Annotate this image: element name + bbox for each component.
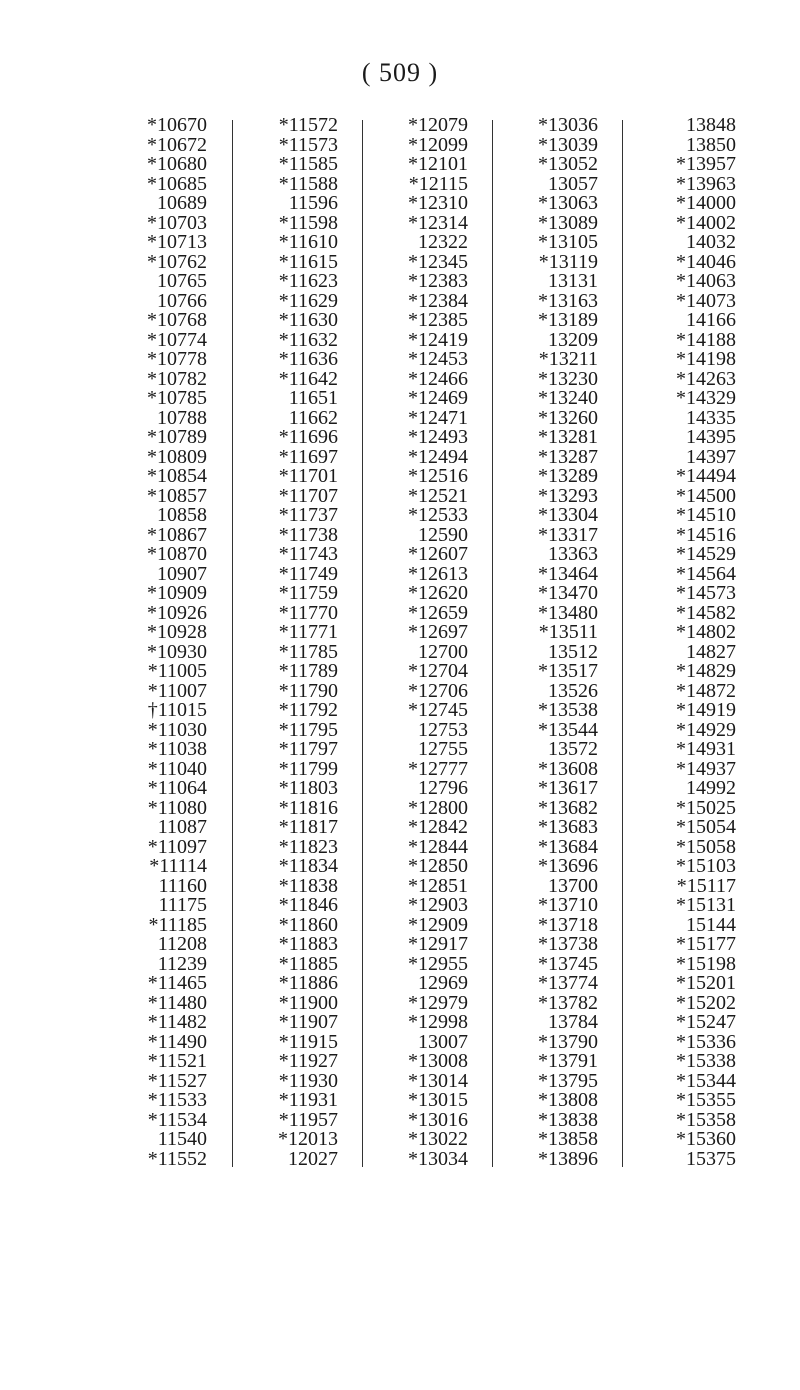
- list-item: *10867: [147, 523, 207, 546]
- list-item: *15103: [676, 855, 736, 877]
- list-item: *12745: [408, 699, 468, 721]
- list-item: *11737: [278, 504, 338, 526]
- list-item: *10762: [147, 250, 207, 273]
- list-item: *10703: [147, 211, 207, 234]
- list-item: *11585: [278, 153, 338, 175]
- list-item: *14329: [676, 387, 736, 409]
- list-item: *10930: [147, 640, 207, 663]
- list-item: 10766: [157, 289, 207, 312]
- list-item: *10785: [147, 387, 207, 409]
- list-item: *11007: [147, 679, 207, 702]
- list-item: *11572: [278, 114, 338, 136]
- list-item: *11771: [278, 621, 338, 643]
- list-item: *13287: [538, 445, 598, 468]
- list-item: *11005: [147, 660, 207, 682]
- list-item: *11552: [147, 1147, 207, 1170]
- list-item: *13617: [538, 777, 598, 799]
- list-item: *12521: [408, 484, 468, 507]
- list-item: 13848: [686, 114, 736, 136]
- list-item: 11540: [157, 1128, 207, 1150]
- list-item: *13608: [538, 757, 598, 780]
- list-item: *13230: [538, 367, 598, 390]
- list-item: *13119: [538, 250, 598, 273]
- list-item: *14188: [676, 328, 736, 351]
- list-item: *14564: [676, 562, 736, 585]
- list-item: *13293: [538, 484, 598, 507]
- list-item: *11927: [278, 1050, 338, 1072]
- list-item: *11792: [278, 699, 338, 721]
- list-item: *12384: [408, 289, 468, 312]
- list-item: *13211: [538, 348, 598, 370]
- list-item: *11900: [278, 991, 338, 1014]
- list-item: *13896: [538, 1147, 598, 1170]
- list-item: *11064: [147, 777, 207, 799]
- list-item: *14529: [676, 543, 736, 565]
- list-item: *11823: [278, 835, 338, 858]
- list-item: *15201: [676, 972, 736, 994]
- list-item: *13682: [538, 796, 598, 819]
- list-item: *11482: [147, 1011, 207, 1033]
- list-item: 13363: [548, 543, 598, 565]
- list-item: *11785: [278, 640, 338, 663]
- list-item: *11915: [278, 1030, 338, 1053]
- list-item: *11185: [148, 913, 207, 936]
- list-item: 14166: [686, 309, 736, 331]
- list-item: *13684: [538, 835, 598, 858]
- list-item: *14516: [676, 523, 736, 546]
- list-item: *11630: [278, 309, 338, 331]
- list-item: *13015: [408, 1089, 468, 1111]
- number-column-1: [112, 116, 232, 1169]
- list-item: *11799: [278, 757, 338, 780]
- page-number: ( 509 ): [361, 58, 439, 87]
- list-item: *15358: [676, 1108, 736, 1131]
- list-item: 13572: [548, 738, 598, 760]
- list-item: *14500: [676, 484, 736, 507]
- list-item: *10774: [147, 328, 207, 351]
- list-item: *11465: [147, 972, 207, 994]
- list-item: *15247: [676, 1011, 736, 1033]
- list-item: *12659: [408, 601, 468, 624]
- list-item: 12027: [288, 1147, 338, 1170]
- list-item: *12310: [408, 192, 468, 214]
- list-item: 12700: [418, 640, 468, 663]
- list-item: *15117: [676, 874, 736, 897]
- list-item: *15054: [676, 816, 736, 838]
- list-item: *14073: [676, 289, 736, 312]
- list-item: *14802: [676, 621, 736, 643]
- list-item: *10685: [147, 172, 207, 195]
- list-item: *13782: [538, 991, 598, 1014]
- list-item: *10809: [147, 445, 207, 468]
- list-item: *14937: [676, 757, 736, 780]
- list-item: *13016: [408, 1108, 468, 1131]
- list-item: *12851: [408, 874, 468, 897]
- list-item: *13774: [538, 972, 598, 994]
- list-item: *10854: [147, 465, 207, 487]
- list-item: *14494: [676, 465, 736, 487]
- list-item: *12844: [408, 835, 468, 858]
- list-item: *15355: [676, 1089, 736, 1111]
- list-item: *11696: [278, 426, 338, 448]
- list-item: *13957: [676, 153, 736, 175]
- list-item: *12079: [408, 114, 468, 136]
- list-item: 14395: [686, 426, 736, 448]
- list-item: 13526: [548, 679, 598, 702]
- list-item: 12753: [418, 718, 468, 741]
- list-item: 12969: [418, 972, 468, 994]
- list-item: *13480: [538, 601, 598, 624]
- list-item: *12469: [408, 387, 468, 409]
- list-item: *11040: [147, 757, 207, 780]
- list-item: *14919: [676, 699, 736, 721]
- list-item: *12607: [408, 543, 468, 565]
- list-item: *11707: [278, 484, 338, 507]
- list-item: *11957: [278, 1108, 338, 1131]
- list-item: *10857: [147, 484, 207, 507]
- list-item: *13683: [538, 816, 598, 838]
- list-item: 12796: [418, 777, 468, 799]
- list-item: 15144: [686, 913, 736, 936]
- list-item: *12842: [408, 816, 468, 838]
- list-item: *10926: [147, 601, 207, 624]
- list-item: *12998: [408, 1011, 468, 1033]
- list-item: *14263: [676, 367, 736, 390]
- list-item: *12697: [408, 621, 468, 643]
- list-item: *10680: [147, 153, 207, 175]
- list-item: *12516: [408, 465, 468, 487]
- list-item: *13034: [408, 1147, 468, 1170]
- list-item: 13784: [548, 1011, 598, 1033]
- list-item: *15360: [676, 1128, 736, 1150]
- list-item: *11738: [278, 523, 338, 546]
- list-item: *12385: [408, 309, 468, 331]
- list-item: *11610: [278, 231, 338, 253]
- list-item: *12345: [408, 250, 468, 273]
- list-item: *11795: [278, 718, 338, 741]
- list-item: *11533: [147, 1089, 207, 1111]
- list-item: 15375: [686, 1147, 736, 1170]
- list-item: *10909: [147, 582, 207, 604]
- list-item: *11080: [147, 796, 207, 819]
- list-item: *15198: [676, 952, 736, 975]
- list-item: *13696: [538, 855, 598, 877]
- list-item: *13470: [538, 582, 598, 604]
- list-item: *11030: [147, 718, 207, 741]
- list-item: *13718: [538, 913, 598, 936]
- list-item: *11521: [147, 1050, 207, 1072]
- list-item: *12115: [408, 172, 468, 195]
- list-item: *12917: [408, 933, 468, 955]
- list-item: *12471: [408, 406, 468, 429]
- list-item: *14046: [676, 250, 736, 273]
- list-item: *12800: [408, 796, 468, 819]
- list-item: 11208: [157, 933, 207, 955]
- list-item: 11662: [288, 406, 338, 429]
- list-item: *12533: [408, 504, 468, 526]
- list-item: *11097: [147, 835, 207, 858]
- list-item: *13089: [538, 211, 598, 234]
- list-item: *13163: [538, 289, 598, 312]
- list-item: *12494: [408, 445, 468, 468]
- list-item: *14931: [676, 738, 736, 760]
- list-item: 12322: [418, 231, 468, 253]
- list-item: *13281: [538, 426, 598, 448]
- list-item: *11642: [278, 367, 338, 390]
- list-item: *13036: [538, 114, 598, 136]
- list-item: *11930: [278, 1069, 338, 1092]
- list-item: *11701: [278, 465, 338, 487]
- list-item: *12909: [408, 913, 468, 936]
- list-item: *11834: [278, 855, 338, 877]
- list-item: *13838: [538, 1108, 598, 1131]
- list-item: *13710: [538, 894, 598, 916]
- list-item: 13209: [548, 328, 598, 351]
- list-item: *11817: [278, 816, 338, 838]
- number-column-4: [492, 116, 622, 1169]
- list-item: *10670: [147, 114, 207, 136]
- list-item: *12101: [408, 153, 468, 175]
- list-item: *10789: [147, 426, 207, 448]
- list-item: *15202: [676, 991, 736, 1014]
- list-item: 14335: [686, 406, 736, 429]
- list-item: *11885: [278, 952, 338, 975]
- list-item: *11038: [147, 738, 207, 760]
- list-item: *10713: [147, 231, 207, 253]
- list-item: *11816: [278, 796, 338, 819]
- list-item: *14063: [676, 270, 736, 292]
- list-item: *13538: [538, 699, 598, 721]
- list-item: *10768: [147, 309, 207, 331]
- list-item: *12099: [408, 133, 468, 156]
- list-item: *14198: [676, 348, 736, 370]
- list-item: *13039: [538, 133, 598, 156]
- list-item: 14032: [686, 231, 736, 253]
- list-item: 13700: [548, 874, 598, 897]
- list-item: *11629: [278, 289, 338, 312]
- list-item: *15344: [676, 1069, 736, 1092]
- list-item: 11160: [158, 874, 207, 897]
- list-item: *14510: [676, 504, 736, 526]
- list-item: *11883: [278, 933, 338, 955]
- list-item: *13317: [538, 523, 598, 546]
- list-item: *13464: [538, 562, 598, 585]
- number-column-5: [622, 116, 752, 1169]
- list-item: 11239: [157, 952, 207, 975]
- number-columns: [112, 116, 752, 1169]
- list-item: *11480: [147, 991, 207, 1014]
- list-item: 14827: [686, 640, 736, 663]
- list-item: *10672: [147, 133, 207, 156]
- list-item: *13304: [538, 504, 598, 526]
- list-item: 12590: [418, 523, 468, 546]
- list-item: *13795: [538, 1069, 598, 1092]
- list-item: *11790: [278, 679, 338, 702]
- list-item: *13289: [538, 465, 598, 487]
- number-column-3: [362, 116, 492, 1169]
- list-item: *13963: [676, 172, 736, 195]
- list-item: *12314: [408, 211, 468, 234]
- list-item: 13131: [548, 270, 598, 292]
- number-column-2: [232, 116, 362, 1169]
- list-item: *12620: [408, 582, 468, 604]
- list-item: 11596: [288, 192, 338, 214]
- list-item: *11527: [147, 1069, 207, 1092]
- list-item: *14829: [676, 660, 736, 682]
- list-item: 12755: [418, 738, 468, 760]
- list-item: *12493: [408, 426, 468, 448]
- list-item: *12453: [408, 348, 468, 370]
- list-item: *13063: [538, 192, 598, 214]
- list-item: *12903: [408, 894, 468, 916]
- list-item: *11770: [278, 601, 338, 624]
- list-item: *11697: [278, 445, 338, 468]
- list-item: *13745: [538, 952, 598, 975]
- list-item: *14929: [676, 718, 736, 741]
- list-item: *11907: [278, 1011, 338, 1033]
- list-item: 14992: [686, 777, 736, 799]
- list-item: 10689: [157, 192, 207, 214]
- list-item: *14573: [676, 582, 736, 604]
- list-item: *13738: [538, 933, 598, 955]
- list-item: *11114: [149, 855, 207, 877]
- list-item: 10907: [157, 562, 207, 585]
- list-item: *12706: [408, 679, 468, 702]
- list-item: *12955: [408, 952, 468, 975]
- list-item: *11623: [278, 270, 338, 292]
- list-item: 10858: [157, 504, 207, 526]
- list-item: *11490: [147, 1030, 207, 1053]
- list-item: *11860: [278, 913, 338, 936]
- list-item: *11632: [278, 328, 338, 351]
- list-item: 10788: [157, 406, 207, 429]
- list-item: 13007: [418, 1030, 468, 1053]
- list-item: *11749: [278, 562, 338, 585]
- list-item: *11759: [278, 582, 338, 604]
- list-item: *11588: [278, 172, 338, 195]
- list-item: *13105: [538, 231, 598, 253]
- list-item: 14397: [686, 445, 736, 468]
- list-item: 11087: [157, 816, 207, 838]
- list-item: *13517: [538, 660, 598, 682]
- list-item: *13052: [538, 153, 598, 175]
- list-item: *14000: [676, 192, 736, 214]
- list-item: *13189: [538, 309, 598, 331]
- list-item: *15177: [676, 933, 736, 955]
- list-item: *13014: [408, 1069, 468, 1092]
- list-item: *14002: [676, 211, 736, 234]
- list-item: 13057: [548, 172, 598, 195]
- list-item: *12777: [408, 757, 468, 780]
- list-item: *13240: [538, 387, 598, 409]
- list-item: *15131: [676, 894, 736, 916]
- list-item: *13790: [538, 1030, 598, 1053]
- list-item: *13544: [538, 718, 598, 741]
- list-item: *12383: [408, 270, 468, 292]
- list-item: *12466: [408, 367, 468, 390]
- list-item: *13008: [408, 1050, 468, 1072]
- list-item: *11797: [278, 738, 338, 760]
- list-item: *11931: [278, 1089, 338, 1111]
- list-item: *10928: [147, 621, 207, 643]
- list-item: *13791: [538, 1050, 598, 1072]
- list-item: *11803: [278, 777, 338, 799]
- list-item: *11636: [278, 348, 338, 370]
- list-item: *13022: [408, 1128, 468, 1150]
- list-item: *10778: [147, 348, 207, 370]
- list-item: *14582: [676, 601, 736, 624]
- list-item: *12704: [408, 660, 468, 682]
- list-item: *15336: [676, 1030, 736, 1053]
- list-item: *15338: [676, 1050, 736, 1072]
- list-item: *12013: [278, 1128, 338, 1150]
- list-item: *11743: [278, 543, 338, 565]
- list-item: *12979: [408, 991, 468, 1014]
- list-item: *11598: [278, 211, 338, 234]
- list-item: *11789: [278, 660, 338, 682]
- list-item: 11651: [288, 387, 338, 409]
- list-item: †11015: [147, 699, 207, 721]
- list-item: *14872: [676, 679, 736, 702]
- list-item: *13808: [538, 1089, 598, 1111]
- list-item: *15058: [676, 835, 736, 858]
- list-item: 13850: [686, 133, 736, 156]
- list-item: *10782: [147, 367, 207, 390]
- list-item: *11615: [278, 250, 338, 273]
- list-item: *13511: [538, 621, 598, 643]
- list-item: 10765: [157, 270, 207, 292]
- list-item: *12850: [408, 855, 468, 877]
- list-item: *11886: [278, 972, 338, 994]
- list-item: 13512: [548, 640, 598, 663]
- list-item: 11175: [158, 894, 207, 916]
- list-item: *13260: [538, 406, 598, 429]
- list-item: *13858: [538, 1128, 598, 1150]
- list-item: *11838: [278, 874, 338, 897]
- list-item: *10870: [147, 543, 207, 565]
- list-item: *12419: [408, 328, 468, 351]
- list-item: *11534: [147, 1108, 207, 1131]
- list-item: *12613: [408, 562, 468, 585]
- list-item: *11573: [278, 133, 338, 156]
- list-item: *11846: [278, 894, 338, 916]
- list-item: *15025: [676, 796, 736, 819]
